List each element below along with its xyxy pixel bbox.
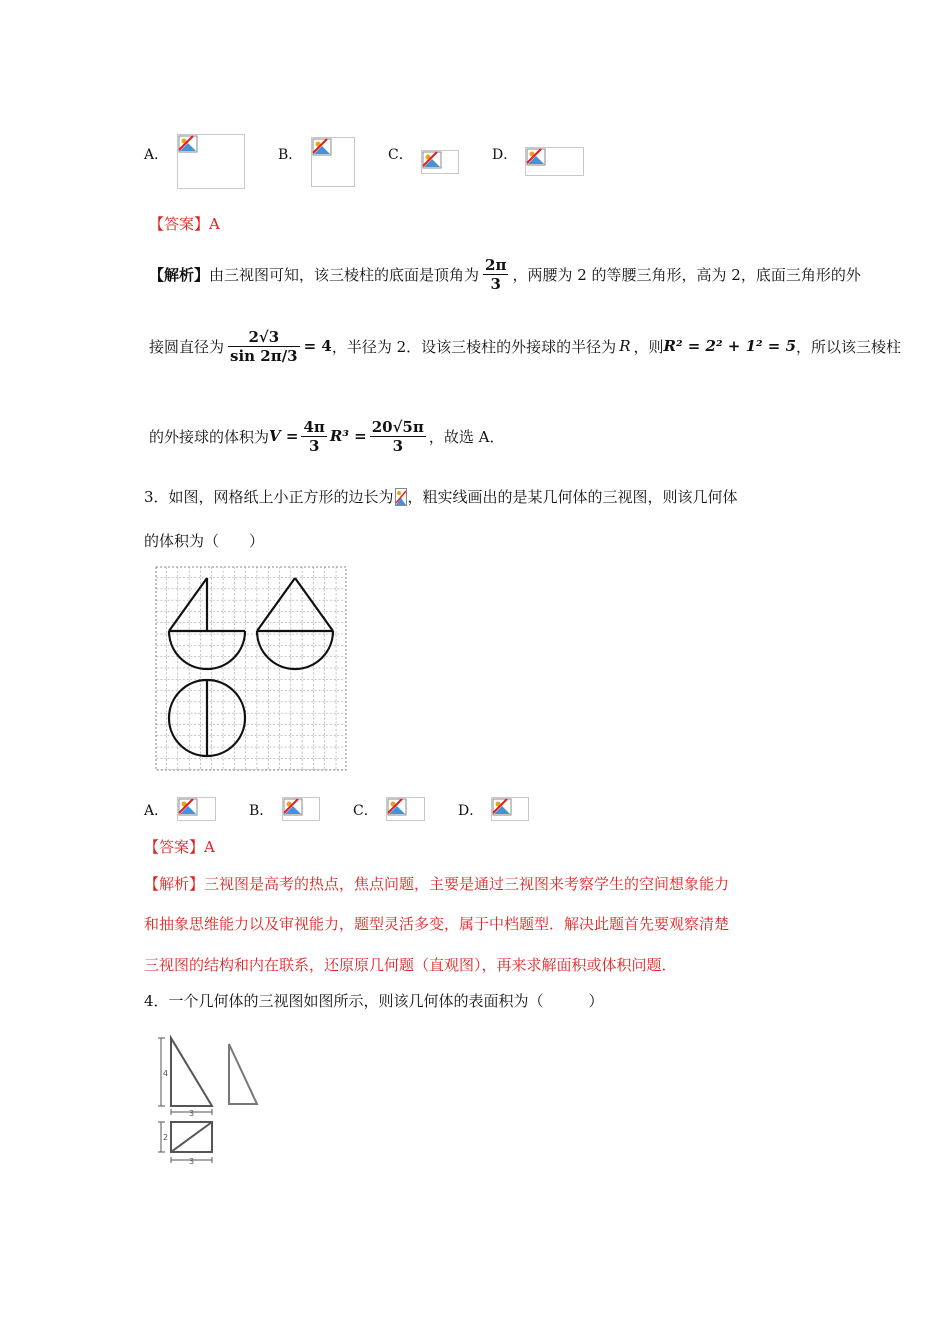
- broken-image-icon: [178, 135, 198, 153]
- q2-analysis-line-1: [149, 252, 861, 296]
- q4-stem: 4．一个几何体的三视图如图所示，则该几何体的表面积为（ ）: [144, 992, 604, 1010]
- analysis-text: ，故选 A．: [428, 427, 505, 446]
- q2-analysis-line-3: [149, 411, 504, 461]
- analysis-text: ，两腰为 2 的等腰三角形，高为 2，底面三角形的外: [512, 265, 861, 284]
- dimension-label-height: 4: [163, 1069, 169, 1078]
- q3-option-d-image: [491, 797, 529, 821]
- broken-image-icon: [526, 148, 546, 166]
- q2-answer: 【答案】A: [149, 215, 220, 233]
- fraction-4pi-3: [301, 418, 326, 455]
- q2-option-b-image: [311, 137, 355, 187]
- fraction-denominator: 3: [490, 274, 501, 293]
- q3-option-d-label: D．: [458, 803, 484, 819]
- fraction-denominator: 3: [308, 436, 320, 455]
- fraction-volume: [370, 418, 426, 455]
- variable-v: V =: [269, 427, 299, 445]
- q4-three-view-figure: [155, 1030, 265, 1170]
- formula-r-squared: R² = 2² + 1² = 5: [663, 337, 797, 355]
- q2-analysis-line-2: [149, 313, 901, 379]
- dimension-label-width: 3: [189, 1109, 195, 1118]
- broken-image-icon: [283, 798, 303, 816]
- fraction-numerator: 20√5π: [371, 417, 424, 436]
- r-cubed: R³ =: [329, 427, 367, 445]
- broken-image-icon: [312, 138, 332, 156]
- broken-image-icon: [422, 151, 442, 169]
- q3-option-c-label: C．: [353, 803, 378, 819]
- front-view: [171, 1038, 212, 1106]
- q3-option-c-image: [386, 797, 425, 821]
- q2-option-d-image: [525, 147, 584, 176]
- question-text: 3．如图，网格纸上小正方形的边长为: [144, 488, 394, 506]
- fraction-diameter: [228, 328, 300, 365]
- q3-analysis-line-2: 和抽象思维能力以及审视能力，题型灵活多变，属于中档题型．解决此题首先要观察清楚: [144, 915, 730, 933]
- grid-background: [156, 567, 346, 770]
- q2-option-c-image: [421, 150, 459, 174]
- fraction-numerator: 2π: [485, 255, 507, 274]
- q3-analysis-line-3: 三视图的结构和内在联系，还原原几何题（直观图），再来求解面积或体积问题．: [144, 956, 677, 974]
- q2-option-a-image: [177, 134, 245, 189]
- side-view: [229, 1044, 257, 1104]
- fraction-2pi-3: [483, 256, 508, 293]
- question-text: ，粗实线画出的是某几何体的三视图，则该几何体: [407, 488, 738, 506]
- q3-stem-line-2: 的体积为（ ）: [144, 532, 265, 550]
- analysis-text: 由三视图可知，该三棱柱的底面是顶角为: [209, 265, 480, 284]
- analysis-text: ，则: [633, 337, 664, 356]
- broken-image-icon: [387, 798, 407, 816]
- variable-r: R: [619, 337, 631, 355]
- analysis-tag: 【解析】: [149, 265, 210, 284]
- fraction-numerator: 4π: [303, 417, 325, 436]
- broken-image-icon: [492, 798, 512, 816]
- q2-option-c-label: C．: [388, 147, 413, 163]
- fraction-numerator: 2√3: [228, 328, 300, 347]
- broken-image-icon: [178, 798, 198, 816]
- q2-option-b-label: B．: [278, 147, 303, 163]
- analysis-text: ，所以该三棱柱: [796, 337, 902, 356]
- dimension-label-width-top: 3: [189, 1157, 195, 1166]
- dimension-label-depth: 2: [163, 1133, 169, 1142]
- q2-option-a-label: A．: [144, 147, 169, 163]
- q3-option-b-label: B．: [249, 803, 274, 819]
- q3-analysis-line-1: 【解析】三视图是高考的热点，焦点问题，主要是通过三视图来考察学生的空间想象能力: [144, 875, 730, 893]
- dimension-lines: [158, 1038, 212, 1163]
- q3-option-b-image: [282, 797, 320, 821]
- fraction-denominator: 3: [392, 436, 403, 455]
- q3-option-a-image: [177, 797, 216, 821]
- q3-answer: 【答案】A: [144, 838, 215, 856]
- q2-option-d-label: D．: [492, 147, 518, 163]
- q3-option-a-label: A．: [144, 803, 169, 819]
- analysis-text: 的外接球的体积为: [149, 427, 270, 446]
- analysis-text: 接圆直径为: [149, 337, 225, 356]
- q3-three-view-figure: [155, 566, 347, 771]
- top-view: [171, 1122, 212, 1152]
- broken-image-icon: [395, 488, 407, 506]
- q3-stem-line-1: [144, 486, 738, 507]
- analysis-text: ，半径为 2．设该三棱柱的外接球的半径为: [331, 337, 617, 356]
- fraction-denominator: sin 2π/3: [230, 346, 298, 365]
- equals-four: = 4: [303, 337, 332, 355]
